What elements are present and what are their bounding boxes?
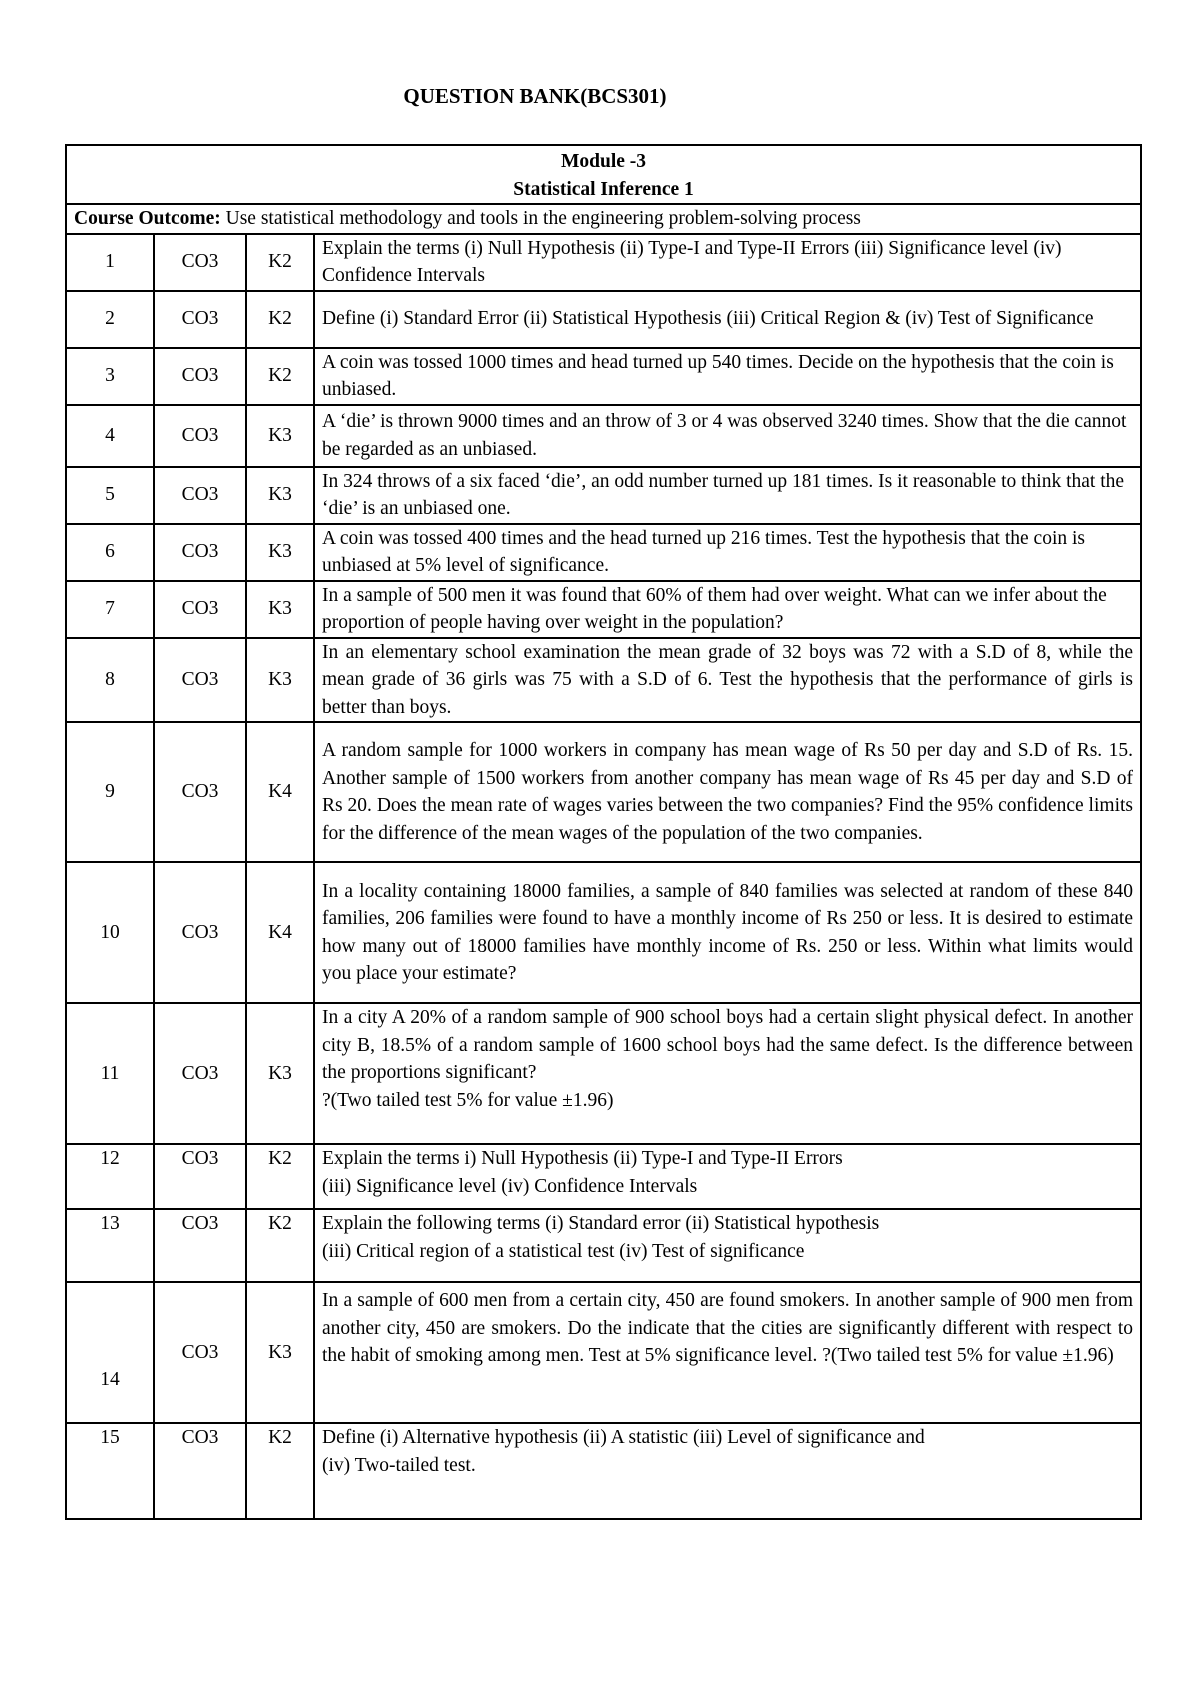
question-text-line2: (iv) Two-tailed test. xyxy=(322,1454,476,1476)
table-row xyxy=(66,1423,1141,1519)
question-text: A coin was tossed 1000 times and head turned up 540 times. Decide on the hypothesis that the coin is unbiased. xyxy=(314,348,1141,405)
module-header xyxy=(66,145,1141,204)
question-text xyxy=(314,1003,1141,1144)
course-outcome-code: CO3 xyxy=(154,1282,246,1423)
question-number: 6 xyxy=(66,524,154,581)
course-outcome-code: CO3 xyxy=(154,234,246,291)
course-outcome-text: Use statistical methodology and tools in the engineering problem-solving process xyxy=(220,208,861,229)
knowledge-level: K2 xyxy=(246,1209,314,1282)
question-text xyxy=(314,1209,1141,1282)
document-title: QUESTION BANK(BCS301) xyxy=(403,84,667,108)
knowledge-level: K2 xyxy=(246,1423,314,1519)
table-row xyxy=(66,1209,1141,1282)
course-outcome-code: CO3 xyxy=(154,405,246,467)
question-number: 5 xyxy=(66,467,154,524)
table-row xyxy=(66,862,1141,1003)
question-text-line2: (iii) Significance level (iv) Confidence Intervals xyxy=(322,1175,698,1197)
question-number: 10 xyxy=(66,862,154,1003)
table-row xyxy=(66,722,1141,862)
question-text-line2: (iii) Critical region of a statistical test (iv) Test of significance xyxy=(322,1240,805,1262)
table-row xyxy=(66,467,1141,524)
table-row xyxy=(66,638,1141,723)
table-row xyxy=(66,291,1141,348)
course-outcome-code: CO3 xyxy=(154,1003,246,1144)
question-number: 7 xyxy=(66,581,154,638)
table-row xyxy=(66,234,1141,291)
knowledge-level: K3 xyxy=(246,467,314,524)
question-text xyxy=(314,1144,1141,1209)
course-outcome-code: CO3 xyxy=(154,348,246,405)
question-number: 14 xyxy=(66,1282,154,1423)
course-outcome-code: CO3 xyxy=(154,291,246,348)
question-text: Define (i) Standard Error (ii) Statistical Hypothesis (iii) Critical Region & (iv) Test of Significance xyxy=(314,291,1141,348)
table-row xyxy=(66,581,1141,638)
knowledge-level: K3 xyxy=(246,405,314,467)
module-title: Module -3 xyxy=(560,151,647,172)
course-outcome-code: CO3 xyxy=(154,524,246,581)
table-row xyxy=(66,405,1141,467)
question-number: 12 xyxy=(66,1144,154,1209)
question-text: In a sample of 500 men it was found that 60% of them had over weight. What can we infer about the proportion of people having over weight in the population? xyxy=(314,581,1141,638)
question-text: A coin was tossed 400 times and the head turned up 216 times. Test the hypothesis that the coin is unbiased at 5% level of significance. xyxy=(314,524,1141,581)
course-outcome-code: CO3 xyxy=(154,467,246,524)
question-number: 4 xyxy=(66,405,154,467)
course-outcome xyxy=(66,204,1141,234)
knowledge-level: K2 xyxy=(246,234,314,291)
question-text xyxy=(314,1423,1141,1519)
question-text-main: In a city A 20% of a random sample of 900 school boys had a certain slight physical defect. In another city B, 18.5% of a random sample of 1600 school boys had the same defect. Is the difference between the proportions significant? xyxy=(322,1007,1133,1083)
course-outcome-code: CO3 xyxy=(154,581,246,638)
module-header-row xyxy=(66,145,1141,204)
knowledge-level: K3 xyxy=(246,1282,314,1423)
question-text-line1: Explain the terms i) Null Hypothesis (ii) Type-I and Type-II Errors xyxy=(322,1148,843,1169)
course-outcome-code: CO3 xyxy=(154,638,246,723)
question-text: A random sample for 1000 workers in company has mean wage of Rs 50 per day and S.D of Rs. 15. Another sample of 1500 workers from another company has mean wage of Rs 45 per day and S.D of Rs 20. Does the mean rate of wages varies between the two companies? Find the 95% confidence limits for the difference of the mean wages of the population of the two companies. xyxy=(314,722,1141,862)
table-row xyxy=(66,348,1141,405)
course-outcome-code: CO3 xyxy=(154,1209,246,1282)
question-number: 2 xyxy=(66,291,154,348)
question-number: 3 xyxy=(66,348,154,405)
knowledge-level: K3 xyxy=(246,581,314,638)
question-text: In an elementary school examination the mean grade of 32 boys was 72 with a S.D of 8, while the mean grade of 36 girls was 75 with a S.D of 6. Test the hypothesis that the performance of girls is better than boys. xyxy=(314,638,1141,723)
module-subtitle: Statistical Inference 1 xyxy=(513,178,694,200)
knowledge-level: K3 xyxy=(246,1003,314,1144)
course-outcome-code: CO3 xyxy=(154,1423,246,1519)
question-number: 13 xyxy=(66,1209,154,1282)
question-number: 1 xyxy=(66,234,154,291)
question-text: In a locality containing 18000 families, a sample of 840 families was selected at random of these 840 families, 206 families were found to have a monthly income of Rs 250 or less. It is desired to estimate how many out of 18000 families have monthly income of Rs. 250 or less. Within what limits would you place your estimate? xyxy=(314,862,1141,1003)
course-outcome-code: CO3 xyxy=(154,722,246,862)
question-table xyxy=(65,144,1142,1520)
table-row xyxy=(66,1144,1141,1209)
question-text: A ‘die’ is thrown 9000 times and an throw of 3 or 4 was observed 3240 times. Show that the die cannot be regarded as an unbiased. xyxy=(314,405,1141,467)
course-outcome-code: CO3 xyxy=(154,1144,246,1209)
course-outcome-row xyxy=(66,204,1141,234)
knowledge-level: K4 xyxy=(246,862,314,1003)
knowledge-level: K2 xyxy=(246,348,314,405)
table-row xyxy=(66,1003,1141,1144)
question-number: 9 xyxy=(66,722,154,862)
question-number: 15 xyxy=(66,1423,154,1519)
table-row xyxy=(66,1282,1141,1423)
table-row xyxy=(66,524,1141,581)
question-text: In 324 throws of a six faced ‘die’, an odd number turned up 181 times. Is it reasonable to think that the ‘die’ is an unbiased one. xyxy=(314,467,1141,524)
question-number: 8 xyxy=(66,638,154,723)
question-text-line1: Explain the following terms (i) Standard error (ii) Statistical hypothesis xyxy=(322,1213,880,1234)
knowledge-level: K3 xyxy=(246,638,314,723)
knowledge-level: K3 xyxy=(246,524,314,581)
question-text: Explain the terms (i) Null Hypothesis (ii) Type-I and Type-II Errors (iii) Significance level (iv) Confidence Intervals xyxy=(314,234,1141,291)
question-number: 11 xyxy=(66,1003,154,1144)
course-outcome-code: CO3 xyxy=(154,862,246,1003)
knowledge-level: K2 xyxy=(246,1144,314,1209)
question-text-note: ?(Two tailed test 5% for value ±1.96) xyxy=(322,1089,614,1111)
knowledge-level: K4 xyxy=(246,722,314,862)
course-outcome-label: Course Outcome: xyxy=(74,208,221,229)
question-text: In a sample of 600 men from a certain city, 450 are found smokers. In another sample of 900 men from another city, 450 are smokers. Do the indicate that the cities are significantly different with respect to the habit of smoking among men. Test at 5% significance level. ?(Two tailed test 5% for value ±1.96) xyxy=(314,1282,1141,1423)
question-text-line1: Define (i) Alternative hypothesis (ii) A statistic (iii) Level of significance and xyxy=(322,1427,925,1448)
knowledge-level: K2 xyxy=(246,291,314,348)
